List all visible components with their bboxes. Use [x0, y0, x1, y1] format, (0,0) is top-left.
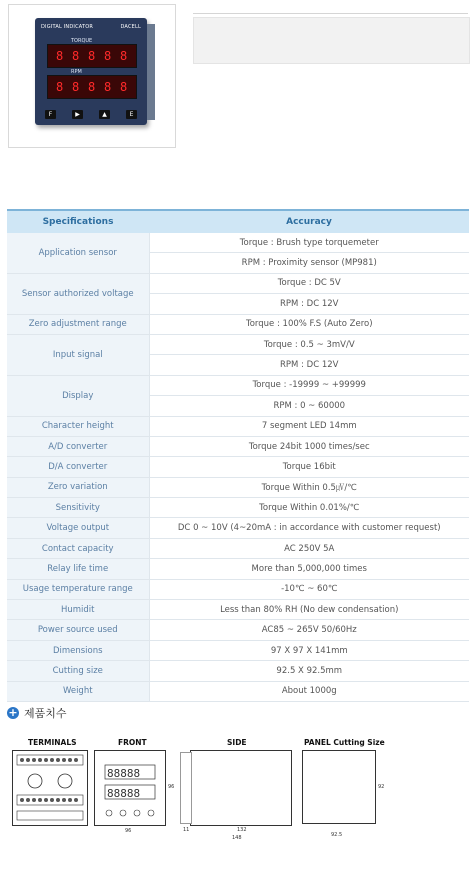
spec-row: [7, 273, 469, 293]
spec-value: Torque 16bit: [149, 457, 469, 477]
spec-row: [7, 233, 469, 253]
spec-label: Character height: [7, 416, 149, 436]
front-width-dim: 96: [125, 828, 132, 834]
spec-value: RPM : 0 ~ 60000: [149, 396, 469, 416]
spec-row: [7, 518, 469, 538]
spec-row: [7, 559, 469, 579]
spec-row: [7, 640, 469, 660]
spec-row: [7, 681, 469, 701]
spec-table: [7, 209, 469, 702]
spec-row: [7, 375, 469, 395]
panel-width-dim: 92.5: [331, 832, 343, 838]
spec-value: -10℃ ~ 60℃: [149, 579, 469, 599]
spec-row: [7, 477, 469, 497]
spec-value: DC 0 ~ 10V (4~20mA : in accordance with customer request): [149, 518, 469, 538]
spec-label: Display: [7, 375, 149, 416]
side-b-dim: 132: [237, 827, 247, 833]
digital-indicator-image: [35, 18, 147, 125]
product-photo: [8, 4, 176, 148]
spec-row: [7, 538, 469, 558]
device-key-up: ▲: [99, 110, 110, 119]
spec-row: [7, 600, 469, 620]
panel-cutting-label: PANEL Cutting Size: [304, 738, 385, 747]
front-svg: [95, 751, 165, 825]
spec-label: Dimensions: [7, 640, 149, 660]
side-drawing: [190, 750, 292, 826]
spec-table-header: [7, 210, 469, 233]
terminals-label: TERMINALS: [28, 738, 77, 747]
spec-value: 97 X 97 X 141mm: [149, 640, 469, 660]
rpm-display-label: RPM: [71, 69, 82, 75]
front-drawing: [94, 750, 166, 826]
spec-header-specifications: Specifications: [7, 210, 149, 233]
spec-label: Contact capacity: [7, 538, 149, 558]
spec-label: Sensitivity: [7, 498, 149, 518]
spec-value: RPM : DC 12V: [149, 355, 469, 375]
spec-row: [7, 334, 469, 354]
spec-value: Torque 24bit 1000 times/sec: [149, 436, 469, 456]
device-key-e: E: [126, 110, 137, 119]
spec-value: Less than 80% RH (No dew condensation): [149, 600, 469, 620]
spec-value: Torque Within 0.5㎶/℃: [149, 477, 469, 497]
side-bezel: [180, 752, 192, 824]
spec-value: Torque : DC 5V: [149, 273, 469, 293]
spec-label: A/D converter: [7, 436, 149, 456]
spec-label: Power source used: [7, 620, 149, 640]
spec-label: Weight: [7, 681, 149, 701]
panel-cutting-drawing: [302, 750, 376, 824]
device-brand: DACELL: [120, 24, 141, 30]
device-side: [147, 24, 155, 120]
spec-label: Relay life time: [7, 559, 149, 579]
terminals-drawing: [12, 750, 88, 826]
spec-value: RPM : DC 12V: [149, 294, 469, 314]
spec-label: D/A converter: [7, 457, 149, 477]
side-total-dim: 148: [232, 835, 242, 841]
top-divider: [193, 13, 468, 14]
spec-value: Torque : 0.5 ~ 3mV/V: [149, 334, 469, 354]
spec-value: RPM : Proximity sensor (MP981): [149, 253, 469, 273]
dimensions-heading: [7, 705, 67, 721]
spec-value: Torque : Brush type torquemeter: [149, 233, 469, 253]
spec-label: Application sensor: [7, 233, 149, 273]
spec-label: Zero variation: [7, 477, 149, 497]
device-title: DIGITAL INDICATOR: [41, 24, 94, 30]
front-height-dim: 96: [168, 784, 175, 790]
spec-label: Sensor authorized voltage: [7, 273, 149, 314]
spec-row: [7, 436, 469, 456]
dimensions-title: 제품치수: [24, 707, 67, 720]
spec-value: AC85 ~ 265V 50/60Hz: [149, 620, 469, 640]
spec-value: More than 5,000,000 times: [149, 559, 469, 579]
device-keys: [45, 110, 137, 119]
torque-display-label: TORQUE: [71, 38, 93, 44]
spec-value: Torque Within 0.01%/℃: [149, 498, 469, 518]
spec-row: [7, 498, 469, 518]
spec-value: Torque : -19999 ~ +99999: [149, 375, 469, 395]
spec-label: Zero adjustment range: [7, 314, 149, 334]
spec-row: [7, 579, 469, 599]
spec-row: [7, 457, 469, 477]
svg-text:88888: 88888: [107, 767, 141, 780]
side-a-dim: 11: [183, 827, 190, 833]
spec-label: Cutting size: [7, 661, 149, 681]
front-label: FRONT: [118, 738, 147, 747]
terminals-svg: [13, 751, 87, 825]
top-info-box: [193, 17, 470, 64]
device-title-bar: [41, 24, 141, 32]
spec-label: Humidit: [7, 600, 149, 620]
svg-text:88888: 88888: [107, 787, 141, 800]
device-key-right: ▶: [72, 110, 83, 119]
spec-label: Usage temperature range: [7, 579, 149, 599]
spec-label: Input signal: [7, 334, 149, 375]
spec-row: [7, 661, 469, 681]
spec-row: [7, 314, 469, 334]
plus-circle-icon: +: [8, 706, 18, 719]
spec-table-body: [7, 233, 469, 701]
spec-label: Voltage output: [7, 518, 149, 538]
side-label: SIDE: [227, 738, 247, 747]
spec-value: Torque : 100% F.S (Auto Zero): [149, 314, 469, 334]
spec-value: 92.5 X 92.5mm: [149, 661, 469, 681]
spec-row: [7, 416, 469, 436]
spec-value: 7 segment LED 14mm: [149, 416, 469, 436]
torque-display: 8 8 8 8 8: [47, 44, 137, 68]
spec-value: About 1000g: [149, 681, 469, 701]
rpm-display: 8 8 8 8 8: [47, 75, 137, 99]
spec-row: [7, 620, 469, 640]
panel-height-dim: 92: [378, 784, 385, 790]
spec-header-accuracy: Accuracy: [149, 210, 469, 233]
device-key-f: F: [45, 110, 56, 119]
spec-value: AC 250V 5A: [149, 538, 469, 558]
